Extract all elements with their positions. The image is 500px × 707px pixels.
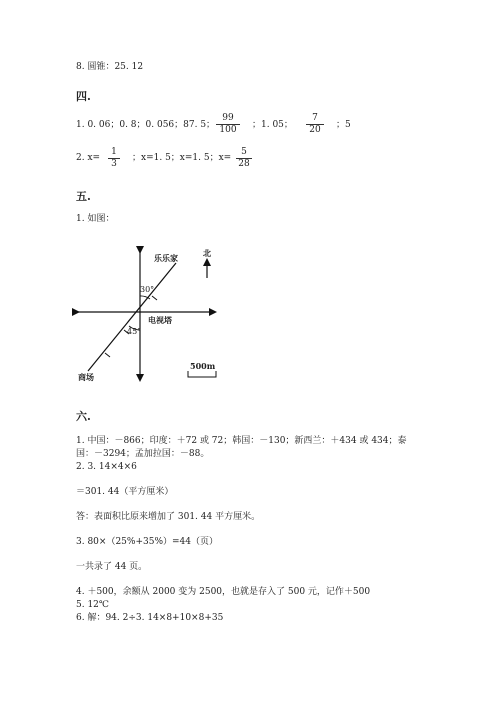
answer-6-line: 国：－3294；孟加拉国：－88。 bbox=[76, 449, 210, 459]
fraction-numerator: 99 bbox=[222, 113, 234, 123]
label-angle-45: 45° bbox=[127, 327, 142, 336]
label-mall: 商场 bbox=[78, 372, 94, 382]
answer-6-line: 2. 3. 14×4×6 bbox=[76, 462, 137, 472]
tick-mark bbox=[152, 296, 157, 300]
section-heading-5: 五. bbox=[76, 190, 91, 203]
fraction-denominator: 20 bbox=[306, 124, 324, 136]
answer-line-8: 8. 圆锥：25. 12 bbox=[76, 62, 144, 72]
section-heading-4: 四. bbox=[76, 90, 91, 103]
label-tv-tower: 电视塔 bbox=[148, 315, 172, 325]
fraction-denominator: 3 bbox=[108, 158, 120, 170]
answer-5-1: 1. 如图： bbox=[76, 214, 115, 224]
answer-6-line: 4. ＋500，余额从 2000 变为 2500，也就是存入了 500 元，记作＋500 bbox=[76, 587, 371, 597]
answer-4-2-prefix: 2. x= bbox=[76, 153, 101, 163]
answer-4-2-mid: ；x=1. 5；x=1. 5；x= bbox=[132, 153, 232, 163]
answer-6-line: ＝301. 44（平方厘米） bbox=[76, 487, 174, 497]
label-scale: 500m bbox=[190, 361, 216, 371]
answer-6-line: 1. 中国：－866；印度：＋72 或 72；韩国：－130；新西兰：＋434 或 434；泰 bbox=[76, 436, 407, 446]
label-home: 乐乐家 bbox=[154, 253, 178, 263]
section-heading-6: 六. bbox=[76, 410, 91, 423]
answer-6-line: 3. 80×（25%+35%）=44（页） bbox=[76, 537, 218, 547]
label-north: 北 bbox=[203, 248, 211, 258]
fraction-numerator: 7 bbox=[312, 113, 318, 123]
answer-4-1-prefix: 1. 0. 06；0. 8；0. 056；87. 5； bbox=[76, 120, 216, 130]
answer-4-1-suffix: ；5 bbox=[336, 120, 351, 130]
label-angle-30: 30° bbox=[140, 285, 155, 294]
fraction-denominator: 100 bbox=[216, 124, 240, 136]
answer-6-line: 答：表面积比原来增加了 301. 44 平方厘米。 bbox=[76, 512, 261, 522]
answer-6-line: 一共录了 44 页。 bbox=[76, 562, 148, 572]
answer-4-1-mid: ；1. 05； bbox=[252, 120, 293, 130]
fraction-numerator: 5 bbox=[241, 147, 247, 157]
fraction-numerator: 1 bbox=[111, 147, 117, 157]
fraction-denominator: 28 bbox=[236, 158, 252, 170]
tick-mark bbox=[105, 353, 110, 357]
answer-6-line: 5. 12℃ bbox=[76, 600, 109, 610]
answer-6-line: 6. 解：94. 2÷3. 14×8+10×8+35 bbox=[76, 613, 224, 623]
